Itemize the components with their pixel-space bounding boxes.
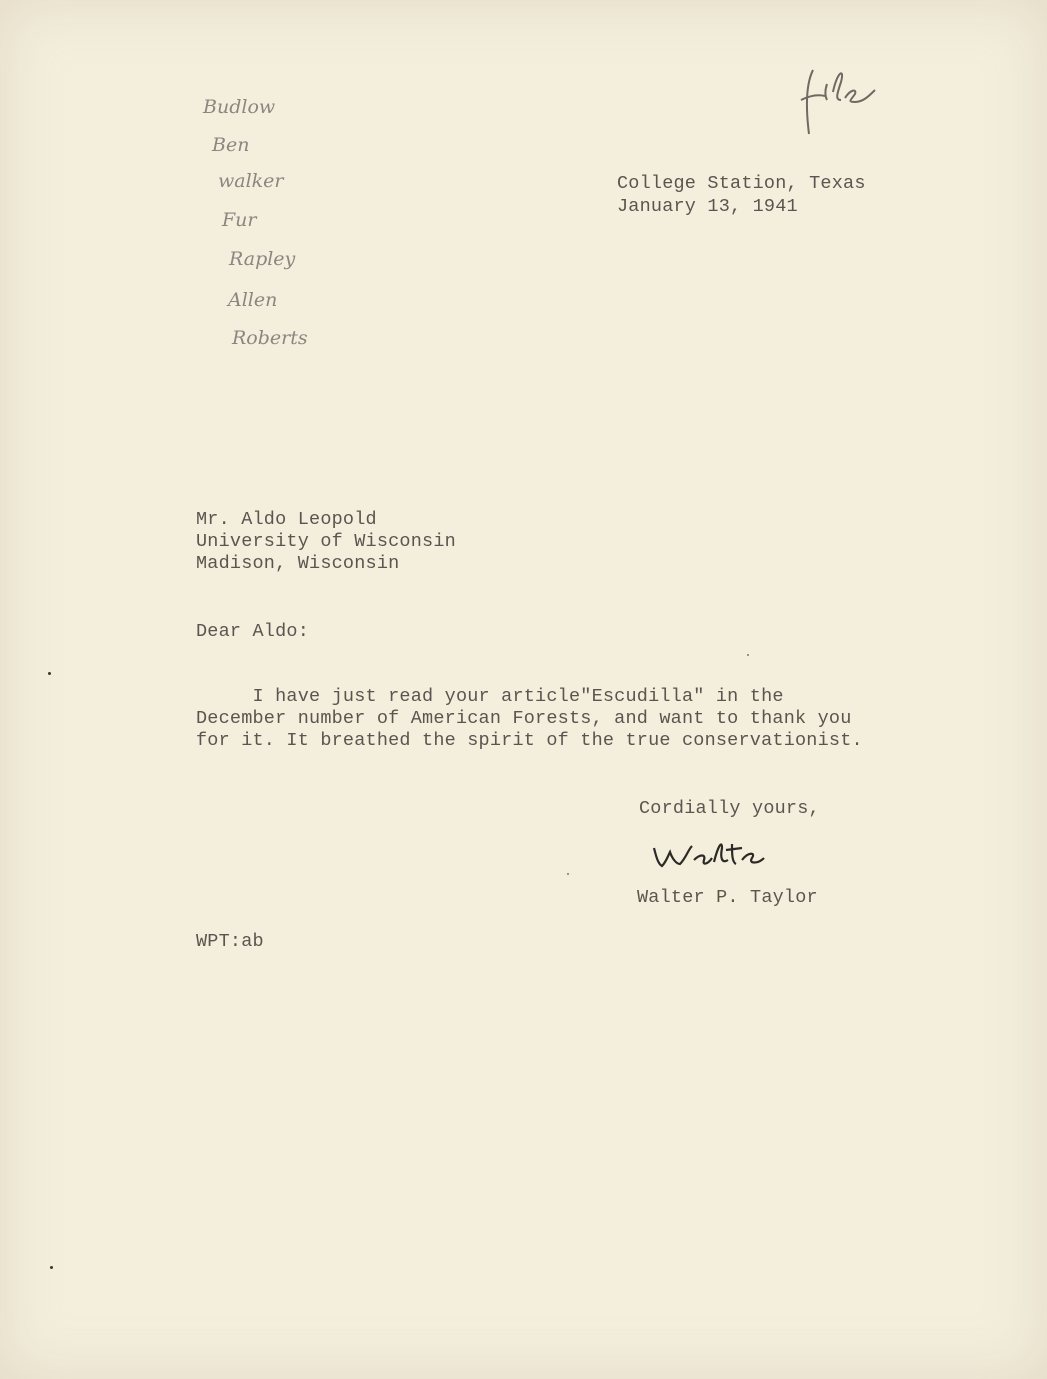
- margin-note: walker: [218, 170, 284, 192]
- recipient-institution: University of Wisconsin: [196, 531, 456, 552]
- recipient-city: Madison, Wisconsin: [196, 553, 400, 574]
- recipient-name: Mr. Aldo Leopold: [196, 509, 377, 530]
- signer-name: Walter P. Taylor: [637, 887, 818, 908]
- typist-initials: WPT:ab: [196, 931, 264, 952]
- body-line: I have just read your article"Escudilla" in the: [196, 686, 784, 707]
- margin-note: Rapley: [229, 248, 296, 270]
- salutation: Dear Aldo:: [196, 621, 310, 642]
- signature: [648, 836, 778, 876]
- margin-note: Roberts: [232, 327, 308, 349]
- closing: Cordially yours,: [639, 798, 820, 819]
- paper-speck: [567, 873, 569, 875]
- letter-date: January 13, 1941: [617, 196, 798, 217]
- file-note: [795, 62, 885, 142]
- paper-speck: [747, 654, 749, 656]
- margin-note: Budlow: [203, 96, 276, 118]
- sender-location: College Station, Texas: [617, 173, 866, 194]
- paper-speck: [50, 1266, 53, 1269]
- body-line: for it. It breathed the spirit of the true conservationist.: [196, 730, 863, 751]
- margin-note: Allen: [228, 289, 278, 311]
- margin-note: Ben: [212, 134, 250, 156]
- margin-note: Fur: [222, 209, 257, 231]
- paper-speck: [48, 672, 51, 675]
- body-line: December number of American Forests, and want to thank you: [196, 708, 852, 729]
